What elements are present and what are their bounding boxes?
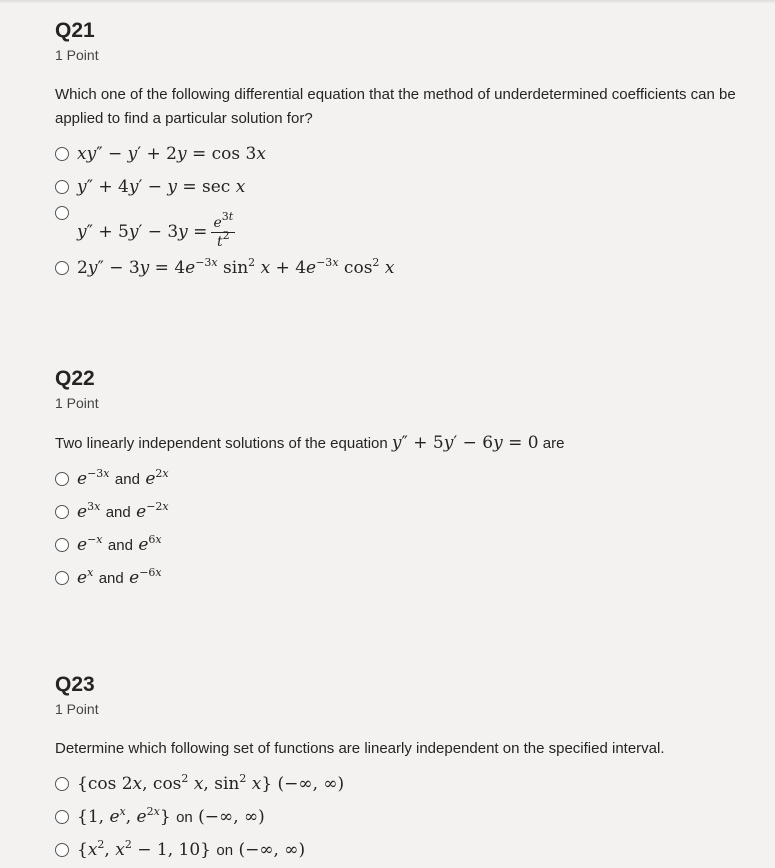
option-label: {$x^2$, $x^2 - 1$, 10} on (−∞, ∞) [77, 837, 306, 860]
question-title: Q21 [55, 19, 95, 42]
option-q22-d[interactable] [55, 561, 755, 594]
radio-button[interactable] [55, 180, 69, 194]
option-label: {1, $e^x$, $e^{2x}$} on (−∞, ∞) [77, 804, 265, 827]
radio-button[interactable] [55, 261, 69, 275]
options-list [55, 462, 755, 594]
option-q22-a[interactable] [55, 462, 755, 495]
option-label: $e^{3x}$ and $e^{-2x}$ [77, 499, 169, 522]
radio-button[interactable] [55, 472, 69, 486]
radio-button[interactable] [55, 810, 69, 824]
question-points: 1 Point [55, 47, 99, 63]
option-label: {cos 2x, $\cos^2 x$, $\sin^2 x$} (−∞, ∞) [77, 771, 345, 794]
option-label: y″ + 5y′ − 3y = $\frac{e^{3t}}{t^2}$ [77, 210, 234, 250]
prompt-text-end: are [542, 435, 565, 452]
option-label: $2y'' - 3y = 4e^{-3x}$ $\sin^2 x + 4e^{-3x}$ $\cos^2 x$ [77, 255, 395, 278]
question-title: Q23 [55, 673, 95, 696]
option-label: $e^{-3x}$ and $e^{2x}$ [77, 466, 169, 489]
option-q22-b[interactable] [55, 495, 755, 528]
option-label: y″ + 4y′ − y = sec x [77, 176, 246, 197]
option-q23-c[interactable] [55, 833, 755, 866]
options-list [55, 767, 755, 866]
question-prompt: Which one of the following differential equation that the method of underdetermined coefficients can be applied to find a particular solution for? [55, 86, 736, 127]
option-q23-b[interactable] [55, 800, 755, 833]
option-q21-d[interactable] [55, 251, 755, 284]
question-prompt: Determine which following set of functions are linearly independent on the specified interval. [55, 740, 665, 757]
option-q21-c[interactable] [55, 203, 755, 251]
top-shadow [0, 0, 775, 4]
question-q23 [55, 672, 755, 866]
question-q22 [55, 366, 755, 594]
option-q21-b[interactable] [55, 170, 755, 203]
radio-button[interactable] [55, 538, 69, 552]
options-list [55, 137, 755, 284]
prompt-equation: y″ + 5y′ − 6y = 0 [391, 433, 539, 453]
question-q21 [55, 18, 755, 284]
radio-button[interactable] [55, 505, 69, 519]
question-points: 1 Point [55, 701, 99, 717]
option-label: $e^{-x}$ and $e^{6x}$ [77, 532, 162, 555]
option-q21-a[interactable] [55, 137, 755, 170]
radio-button[interactable] [55, 147, 69, 161]
option-label: xy″ − y′ + 2y = cos 3x [77, 143, 266, 164]
prompt-text: Two linearly independent solutions of the equation [55, 435, 388, 452]
radio-button[interactable] [55, 777, 69, 791]
radio-button[interactable] [55, 843, 69, 857]
option-label: $e^x$ and $e^{-6x}$ [77, 565, 162, 588]
question-points: 1 Point [55, 395, 99, 411]
radio-button[interactable] [55, 206, 69, 220]
question-prompt [55, 431, 755, 456]
radio-button[interactable] [55, 571, 69, 585]
option-q23-a[interactable] [55, 767, 755, 800]
option-q22-c[interactable] [55, 528, 755, 561]
question-title: Q22 [55, 367, 95, 390]
